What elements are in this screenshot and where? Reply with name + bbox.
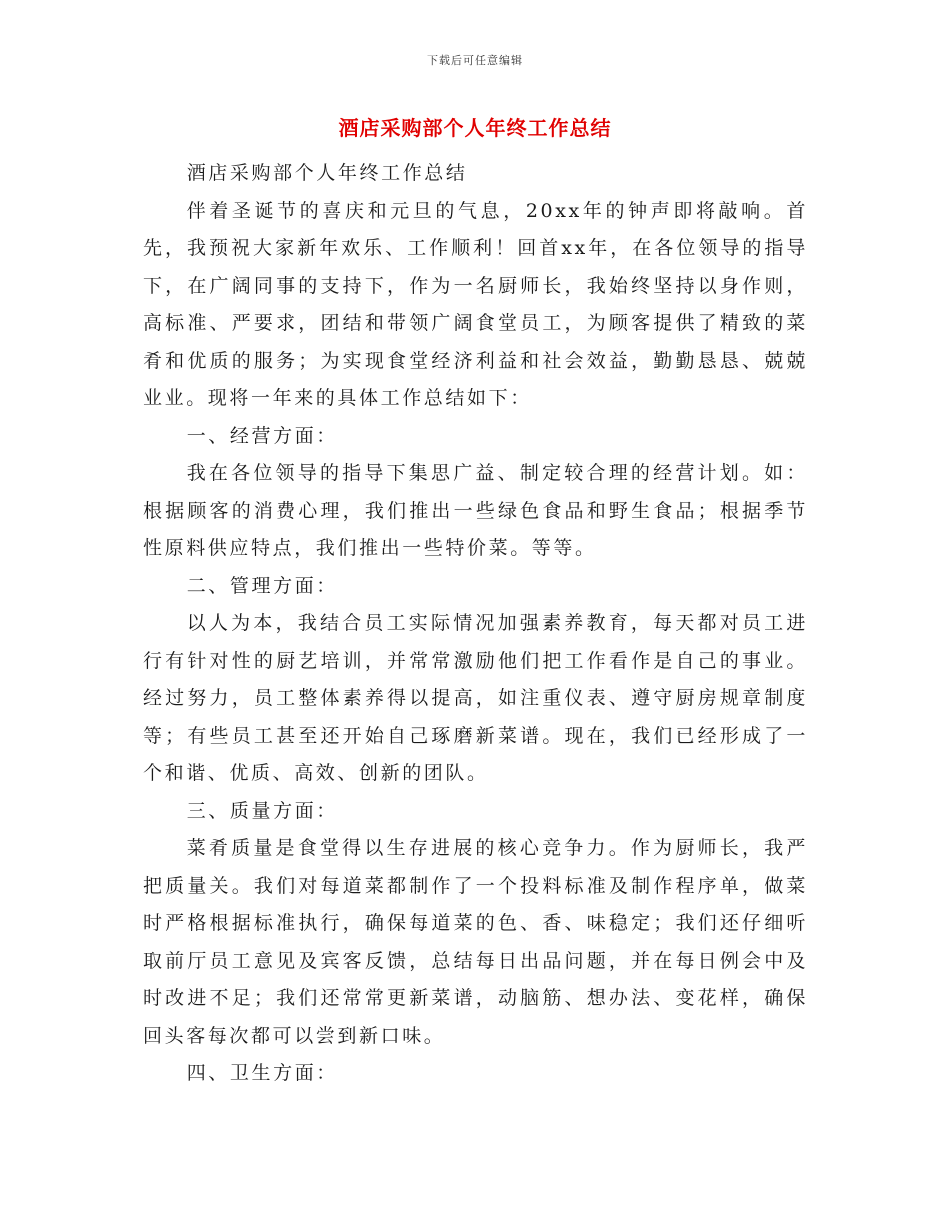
- paragraph-intro: 伴着圣诞节的喜庆和元旦的气息，20xx年的钟声即将敲响。首先，我预祝大家新年欢乐、工作顺利！回首xx年，在各位领导的指导下，在广阔同事的支持下，作为一名厨师长，我始终坚持以身作则，高标准、严要求，团结和带领广阔食堂员工，为顾客提供了精致的菜肴和优质的服务；为实现食堂经济利益和社会效益，勤勤恳恳、兢兢业业。现将一年来的具体工作总结如下：: [143, 199, 808, 409]
- document-title: 酒店采购部个人年终工作总结: [338, 116, 612, 140]
- section-heading-management: 二、管理方面：: [186, 574, 338, 597]
- paragraph-quality: 菜肴质量是食堂得以生存进展的核心竞争力。作为厨师长，我严把质量关。我们对每道菜都制作了一个投料标准及制作程序单，做菜时严格根据标准执行，确保每道菜的色、香、味稳定；我们还仔细听取前厅员工意见及宾客反馈，总结每日出品问题，并在每日例会中及时改进不足；我们还常常更新菜谱，动脑筋、想办法、变花样，确保回头客每次都可以尝到新口味。: [143, 837, 808, 1047]
- section-heading-hygiene: 四、卫生方面：: [186, 1062, 338, 1084]
- document-body: [143, 155, 808, 1093]
- paragraph-management: 以人为本，我结合员工实际情况加强素养教育，每天都对员工进行有针对性的厨艺培训，并常常激励他们把工作看作是自己的事业。经过努力，员工整体素养得以提高，如注重仪表、遵守厨房规章制度等；有些员工甚至还开始自己琢磨新菜谱。现在，我们已经形成了一个和谐、优质、高效、创新的团队。: [143, 612, 808, 784]
- paragraph-subtitle: 酒店采购部个人年终工作总结: [186, 162, 468, 184]
- paragraph-operations: 我在各位领导的指导下集思广益、制定较合理的经营计划。如：根据顾客的消费心理，我们推出一些绿色食品和野生食品；根据季节性原料供应特点，我们推出一些特价菜。等等。: [143, 462, 808, 559]
- section-heading-quality: 三、质量方面：: [186, 799, 338, 822]
- page-header: 下载后可任意编辑: [427, 54, 523, 67]
- section-heading-operations: 一、经营方面：: [186, 424, 338, 447]
